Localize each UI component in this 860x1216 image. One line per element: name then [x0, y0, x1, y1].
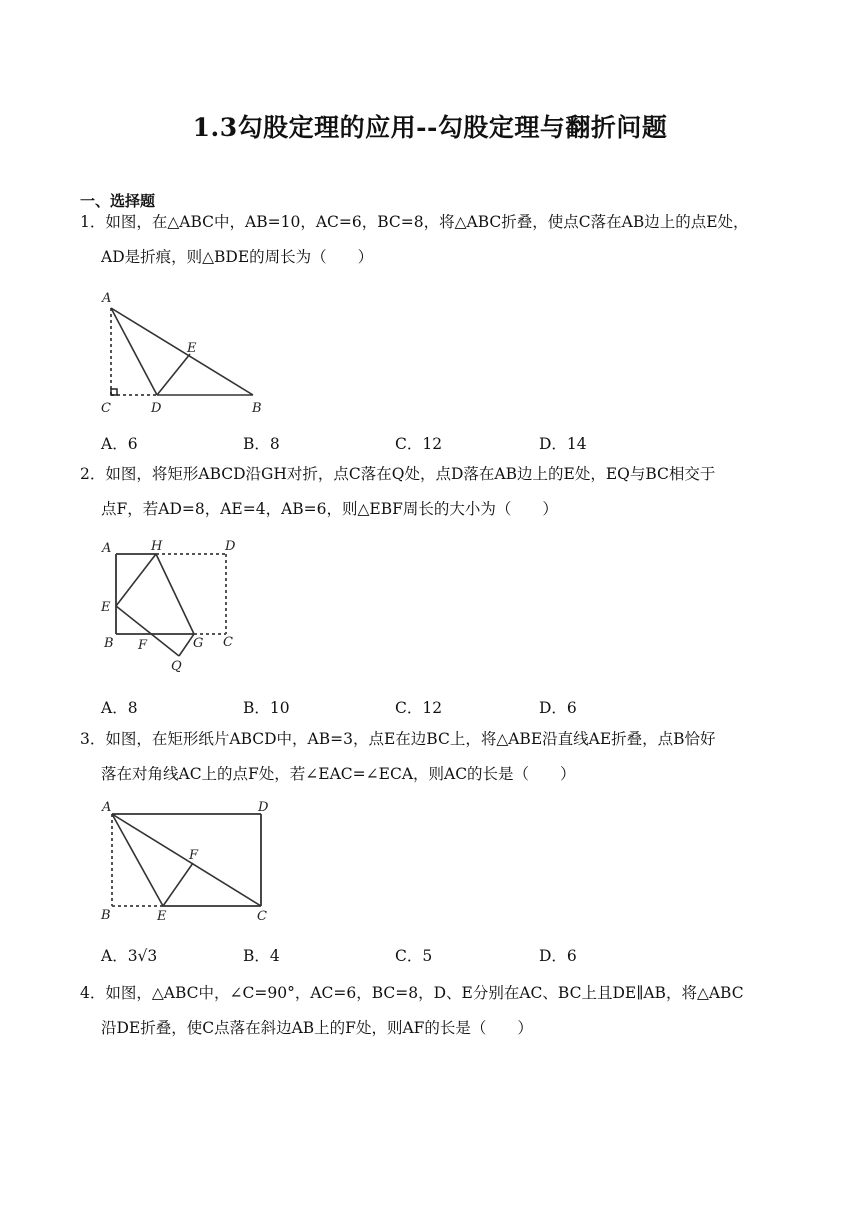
option-d[interactable]: D．6: [539, 947, 577, 965]
label-F: F: [189, 848, 199, 863]
option-c[interactable]: C．12: [395, 435, 443, 453]
question-text-line2: 沿DE折叠，使C点落在斜边AB上的F处，则AF的长是（ ）: [101, 1019, 533, 1037]
label-E: E: [101, 600, 111, 615]
option-d[interactable]: D．14: [539, 435, 587, 453]
question-text-line1: 如图，在△ABC中，AB=10，AC=6，BC=8，将△ABC折叠，使点C落在AB边上的点E处，: [105, 213, 749, 231]
label-D: D: [258, 800, 269, 815]
label-C: C: [223, 635, 233, 650]
label-Q: Q: [171, 659, 182, 674]
label-E: E: [157, 909, 167, 924]
question-text-line2: 落在对角线AC上的点F处，若∠EAC=∠ECA，则AC的长是（ ）: [101, 765, 576, 783]
label-A: A: [102, 541, 112, 556]
label-A: A: [102, 800, 112, 815]
question-text-line1: 如图，在矩形纸片ABCD中，AB=3，点E在边BC上，将△ABE沿直线AE折叠，点B恰好: [105, 730, 716, 748]
figure-2: [95, 534, 255, 679]
page-title: 1.3勾股定理的应用--勾股定理与翻折问题: [192, 113, 668, 142]
option-c[interactable]: C．12: [395, 699, 443, 717]
figure-1: [95, 288, 275, 418]
question-text-line2: AD是折痕，则△BDE的周长为（ ）: [101, 248, 374, 266]
label-B: B: [252, 401, 262, 416]
option-a[interactable]: A．8: [101, 699, 138, 717]
question-text-line1: 如图，将矩形ABCD沿GH对折，点C落在Q处，点D落在AB边上的E处，EQ与BC相交于: [105, 465, 716, 483]
figure-3: [95, 795, 280, 925]
option-a[interactable]: A．6: [101, 435, 138, 453]
label-B: B: [101, 908, 111, 923]
option-b[interactable]: B．10: [243, 699, 290, 717]
option-b[interactable]: B．4: [243, 947, 280, 965]
question-number: 4．: [80, 984, 106, 1002]
label-D: D: [151, 401, 162, 416]
option-d[interactable]: D．6: [539, 699, 577, 717]
label-F: F: [138, 638, 148, 653]
option-a[interactable]: A．3√3: [101, 947, 158, 965]
question-text-line2: 点F，若AD=8，AE=4，AB=6，则△EBF周长的大小为（ ）: [101, 500, 558, 518]
label-B: B: [104, 636, 114, 651]
question-number: 3．: [80, 730, 106, 748]
question-number: 1．: [80, 213, 106, 231]
label-H: H: [151, 539, 163, 554]
option-c[interactable]: C．5: [395, 947, 433, 965]
label-C: C: [101, 401, 111, 416]
label-C: C: [257, 909, 267, 924]
label-D: D: [225, 539, 236, 554]
label-E: E: [187, 341, 197, 356]
question-number: 2．: [80, 465, 106, 483]
label-G: G: [193, 636, 204, 651]
option-b[interactable]: B．8: [243, 435, 280, 453]
section-heading: 一、选择题: [80, 192, 156, 210]
question-text-line1: 如图，△ABC中，∠C=90°，AC=6，BC=8，D、E分别在AC、BC上且DE∥AB，将△ABC: [105, 984, 744, 1002]
label-A: A: [102, 291, 112, 306]
